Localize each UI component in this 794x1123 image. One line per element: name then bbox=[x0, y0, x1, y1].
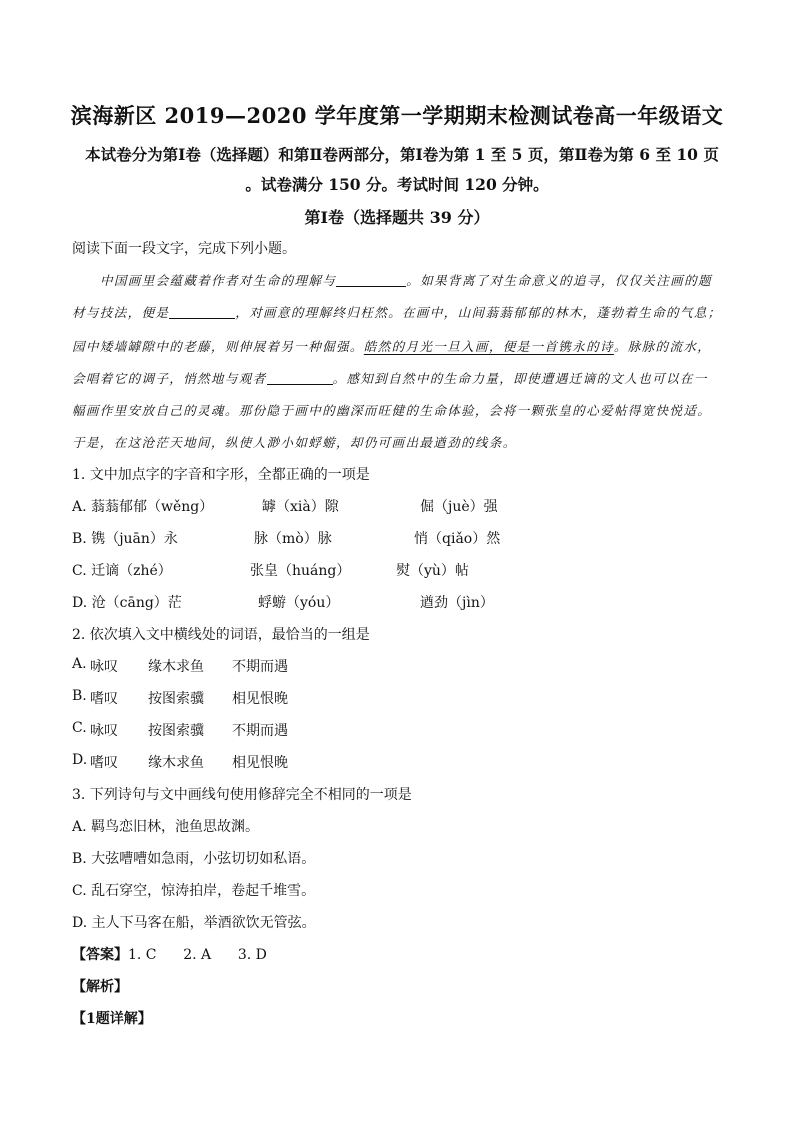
underlined-sentence: 皓然的月光一旦入画，便是一首镌永的诗 bbox=[363, 339, 614, 354]
q3-option-a bbox=[72, 816, 259, 836]
passage-line-2 bbox=[72, 302, 722, 321]
exam-title: 滨海新区 2019—2020 学年度第一学期期末检测试卷高一年级语文 bbox=[70, 103, 724, 128]
blank-1 bbox=[336, 273, 406, 287]
blank-2 bbox=[169, 305, 235, 319]
detail-label bbox=[72, 1008, 152, 1028]
option-label: A. bbox=[72, 819, 87, 835]
answer-line bbox=[72, 944, 267, 964]
q2-option-c-item-1: 咏叹 bbox=[90, 723, 118, 739]
passage-text: 中国画里会蕴藏着作者对生命的理解与 bbox=[100, 273, 337, 288]
passage-text: ，对画意的理解终归枉然。在画中，山间蓊蓊郁郁的林木，蓬勃着生命的气息； bbox=[235, 305, 722, 320]
q3-option-c bbox=[72, 880, 315, 900]
answer-item: 3. D bbox=[237, 947, 267, 963]
answer-item: 1. C bbox=[128, 947, 157, 963]
option-text: 主人下马客在船，举酒欲饮无管弦。 bbox=[91, 915, 316, 931]
q2-option-d-item-2: 缘木求鱼 bbox=[148, 755, 204, 771]
analysis-label-text: 【解析】 bbox=[72, 979, 128, 995]
q2-option-c-item-3: 不期而遇 bbox=[232, 723, 288, 739]
question-3-stem: 3. 下列诗句与文中画线句使用修辞完全不相同的一项是 bbox=[72, 787, 412, 803]
q1-option-a bbox=[72, 496, 213, 516]
q2-option-c-label: C. bbox=[72, 720, 87, 736]
question-1-stem: 1. 文中加点字的字音和字形，全都正确的一项是 bbox=[72, 467, 370, 483]
option-label: C. bbox=[72, 563, 87, 579]
analysis-label bbox=[72, 976, 128, 996]
reading-instruction: 阅读下面一段文字，完成下列小题。 bbox=[72, 241, 296, 257]
option-item: 迁谪（zhé） bbox=[91, 563, 172, 579]
exam-intro-line-2: 。试卷满分 150 分。考试时间 120 分钟。 bbox=[245, 175, 549, 194]
option-label: A. bbox=[72, 499, 87, 515]
option-text: 羁鸟恋旧林，池鱼思故渊。 bbox=[91, 819, 260, 835]
passage-line-5: 幅画作里安放自己的灵魂。那份隐于画中的幽深而旺健的生命体验，会将一颗张皇的心爱帖得宽快悦适。 bbox=[72, 403, 712, 418]
passage-line-6: 于是，在这沧茫天地间，纵使人渺小如蜉蝣，却仍可画出最遒劲的线条。 bbox=[72, 435, 517, 450]
option-text: 乱石穿空，惊涛拍岸，卷起千堆雪。 bbox=[91, 883, 316, 899]
passage-text: 。感知到自然中的生命力量，即使遭遇迁谪的文人也可以在一 bbox=[332, 371, 708, 386]
option-item: 沧（cāng）茫 bbox=[91, 595, 182, 611]
passage-text: 材与技法，便是 bbox=[72, 305, 170, 320]
q1-option-d bbox=[72, 592, 182, 612]
q3-option-b bbox=[72, 848, 315, 868]
blank-3 bbox=[267, 371, 333, 385]
passage-text: 。如果背离了对生命意义的追寻，仅仅关注画的题 bbox=[406, 273, 712, 288]
passage-text: 会唱着它的调子，悄然地与观者 bbox=[72, 371, 267, 386]
q2-option-a-item-1: 咏叹 bbox=[90, 659, 118, 675]
q2-option-d-item-1: 嗜叹 bbox=[90, 755, 118, 771]
q2-option-d-label: D. bbox=[72, 752, 88, 768]
q1-option-c bbox=[72, 560, 172, 580]
q3-option-d bbox=[72, 912, 316, 932]
q1-option-d-item-2: 蜉蝣（yóu） bbox=[258, 595, 340, 611]
passage-text: 园中矮墙罅隙中的老藤，则伸展着另一种倔强。 bbox=[72, 339, 364, 354]
option-label: B. bbox=[72, 851, 87, 867]
q1-option-b-item-2: 脉（mò）脉 bbox=[254, 531, 332, 547]
option-text: 大弦嘈嘈如急雨，小弦切切如私语。 bbox=[91, 851, 316, 867]
passage-line-4 bbox=[72, 368, 722, 387]
option-label: D. bbox=[72, 595, 88, 611]
q2-option-b-item-3: 相见恨晚 bbox=[232, 691, 288, 707]
q1-option-c-item-3: 熨（yù）帖 bbox=[396, 563, 469, 579]
q1-option-c-item-2: 张皇（huáng） bbox=[250, 563, 351, 579]
option-label: D. bbox=[72, 915, 88, 931]
part-one-title: 第Ⅰ卷（选择题共 39 分） bbox=[304, 208, 490, 227]
passage-line-3 bbox=[72, 336, 722, 355]
answer-item: 2. A bbox=[183, 947, 212, 963]
question-2-stem: 2. 依次填入文中横线处的词语，最恰当的一组是 bbox=[72, 627, 370, 643]
q2-option-b-item-2: 按图索骥 bbox=[148, 691, 204, 707]
option-item: 蓊蓊郁郁（wěng） bbox=[91, 499, 214, 515]
option-label: C. bbox=[72, 883, 87, 899]
q1-option-a-item-3: 倔（juè）强 bbox=[420, 499, 498, 515]
passage-text: 。脉脉的流水， bbox=[613, 339, 712, 354]
q2-option-d-item-3: 相见恨晚 bbox=[232, 755, 288, 771]
q2-option-a-item-3: 不期而遇 bbox=[232, 659, 288, 675]
option-label: B. bbox=[72, 531, 87, 547]
option-item: 镌（juān）永 bbox=[91, 531, 178, 547]
q2-option-a-label: A. bbox=[72, 656, 87, 672]
q1-option-d-item-3: 遒劲（jìn） bbox=[420, 595, 494, 611]
detail-label-text: 【1题详解】 bbox=[72, 1011, 152, 1027]
q2-option-a-item-2: 缘木求鱼 bbox=[148, 659, 204, 675]
q1-option-b bbox=[72, 528, 178, 548]
q2-option-b-label: B. bbox=[72, 688, 87, 704]
answer-label: 【答案】 bbox=[72, 947, 128, 963]
passage-line-1 bbox=[72, 270, 722, 289]
q2-option-b-item-1: 嗜叹 bbox=[90, 691, 118, 707]
q1-option-b-item-3: 悄（qiǎo）然 bbox=[414, 531, 501, 547]
exam-intro-line-1: 本试卷分为第Ⅰ卷（选择题）和第Ⅱ卷两部分，第Ⅰ卷为第 1 至 5 页，第Ⅱ卷为第 6 至 10 页 bbox=[85, 145, 719, 164]
q1-option-a-item-2: 罅（xià）隙 bbox=[262, 499, 339, 515]
q2-option-c-item-2: 按图索骥 bbox=[148, 723, 204, 739]
